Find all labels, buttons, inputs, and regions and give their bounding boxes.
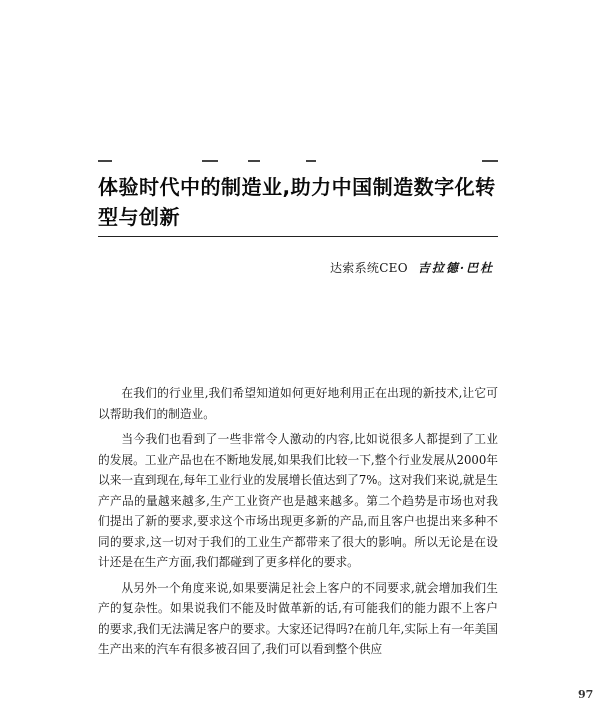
byline-name: 吉拉德·巴杜 [417,261,495,275]
paragraph: 从另外一个角度来说,如果要满足社会上客户的不同要求,就会增加我们生产的复杂性。如果说我们不能及时做革新的话,有可能我们的能力跟不上客户的要求,我们无法满足客户的要求。大家还记得吗?在前几年,实际上有一年美国生产出来的汽车有很多被召回了,我们可以看到整个供应 [98,580,498,656]
byline [330,259,494,276]
article-body [98,383,498,665]
byline-role: 达索系统CEO [330,261,408,275]
paragraph: 在我们的行业里,我们希望知道如何更好地利用正在出现的新技术,让它可以帮助我们的制造业。 [98,386,498,421]
article-title: 体验时代中的制造业,助力中国制造数字化转型与创新 [98,175,496,229]
scan-artifact-marks [98,160,498,164]
paragraph: 当今我们也看到了一些非常令人激动的内容,比如说很多人都提到了工业的发展。工业产品也在不断地发展,如果我们比较一下,整个行业发展从2000年以来一直到现在,每年工业行业的发展增长值达到了7%。这对我们来说,就是生产产品的量越来越多,生产工业资产也是越来越多。第二个趋势是市场也对我们提出了新的要求,要求这个市场出现更多新的产品,而且客户也提出来多种不同的要求,这一切对于我们的工业生产都带来了很大的影响。所以无论是在设计还是在生产方面,我们都碰到了更多样化的要求。 [98,432,498,569]
title-divider [98,236,498,237]
page-number: 97 [578,688,594,701]
